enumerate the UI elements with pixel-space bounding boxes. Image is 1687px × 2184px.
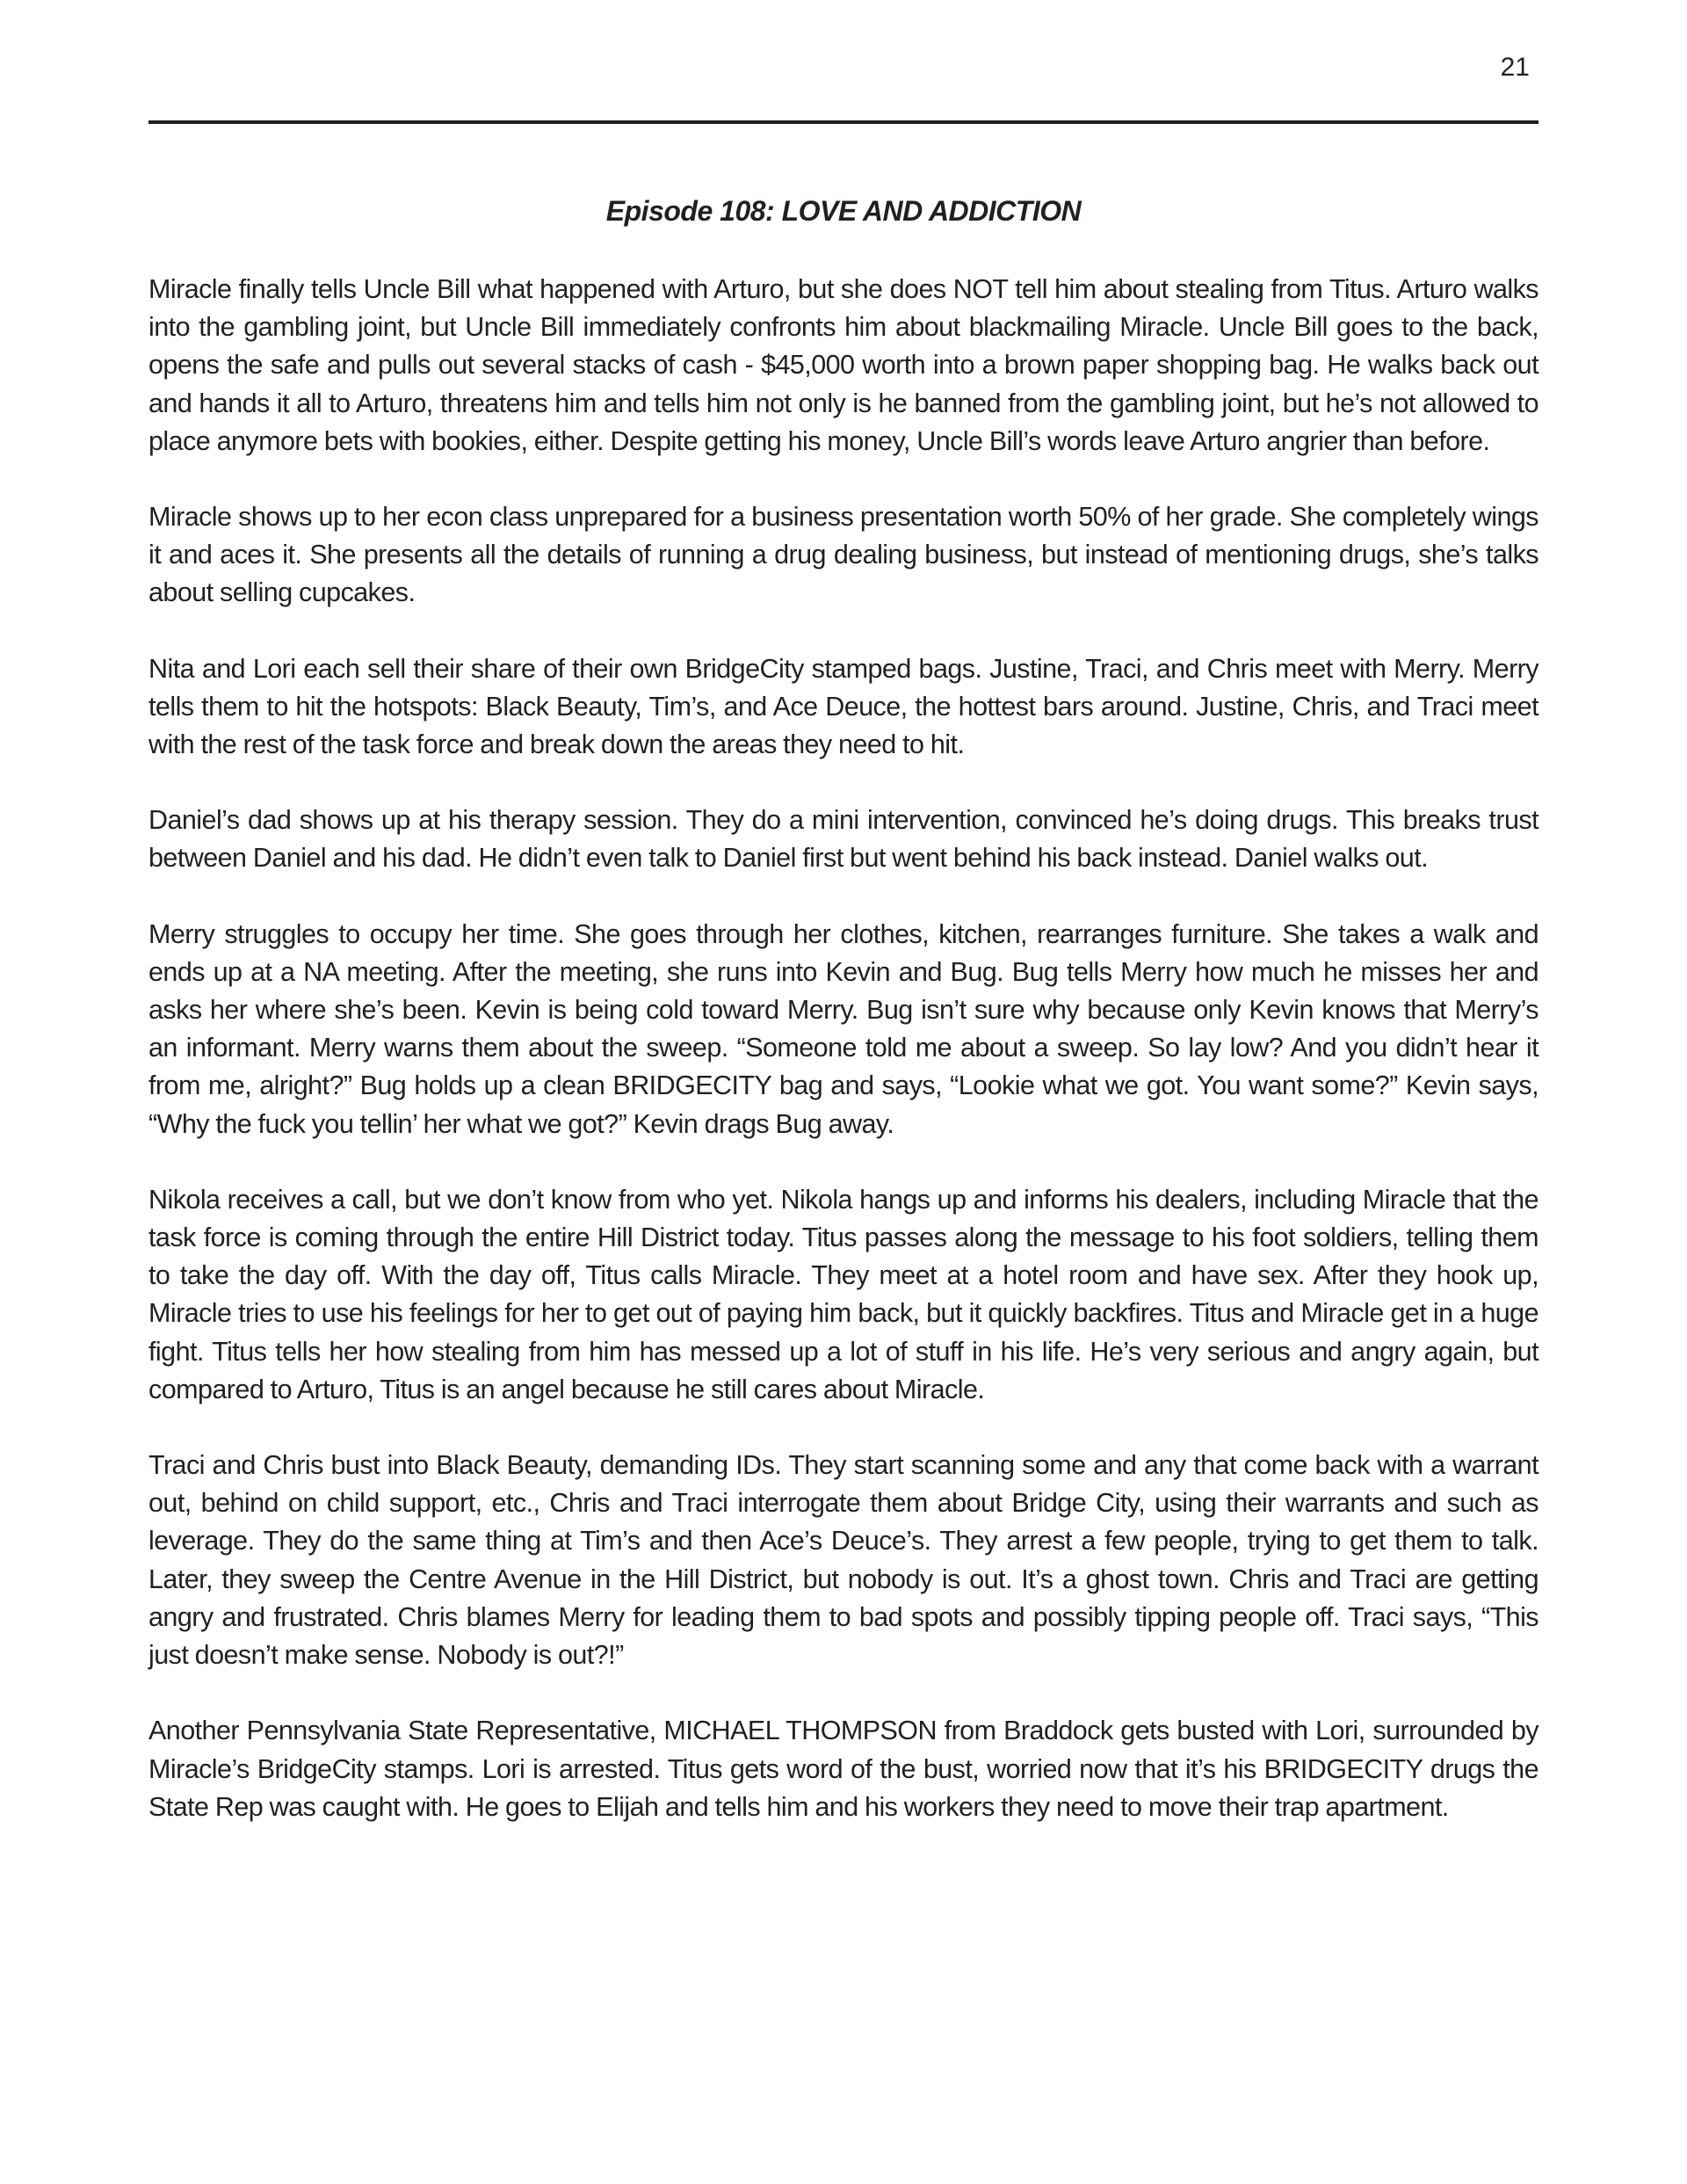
paragraph-econ-class: Miracle shows up to her econ class unprepared for a business presentation worth 50% of her grade. She completely wings it and aces it. She presents all the details of running a drug dealing business, but instead of mentioning drugs, she’s talks about selling cupcakes. <box>148 502 1539 608</box>
episode-title: Episode 108: LOVE AND ADDICTION <box>605 195 1082 227</box>
paragraph-uncle-bill-arturo: Miracle finally tells Uncle Bill what happened with Arturo, but she does NOT tell him about stealing from Titus. Arturo walks into the gambling joint, but Uncle Bill immediately confronts him about blackmailing Miracle. Uncle Bill goes to the back, opens the safe and pulls out several stacks of cash - $45,000 worth into a brown paper shopping bag. He walks back out and hands it all to Arturo, threatens him and tells him not only is he banned from the gambling joint, but he’s not allowed to place anymore bets with bookies, either. Despite getting his money, Uncle Bill’s words leave Arturo angrier than before. <box>148 274 1539 456</box>
paragraph-nikola-call: Nikola receives a call, but we don’t know from who yet. Nikola hangs up and informs his dealers, including Miracle that the task force is coming through the entire Hill District today. Titus passes along the message to his foot soldiers, telling them to take the day off. With the day off, Titus calls Miracle. They meet at a hotel room and have sex. After they hook up, Miracle tries to use his feelings for her to get out of paying him back, but it quickly backfires. Titus and Miracle get in a huge fight. Titus tells her how stealing from him has messed up a lot of stuff in his life. He’s very serious and angry again, but compared to Arturo, Titus is an angel because he still cares about Miracle. <box>148 1184 1539 1404</box>
paragraph-state-rep-bust: Another Pennsylvania State Representative, MICHAEL THOMPSON from Braddock gets busted with Lori, surrounded by Miracle’s BridgeCity stamps. Lori is arrested. Titus gets word of the bust, worried now that it’s his BRIDGECITY drugs the State Rep was caught with. He goes to Elijah and tells him and his workers they need to move their trap apartment. <box>148 1716 1539 1822</box>
page-number: 21 <box>1500 53 1530 82</box>
episode-synopsis <box>148 271 1539 1864</box>
paragraph-merry-na-meeting: Merry struggles to occupy her time. She goes through her clothes, kitchen, rearranges furniture. She takes a walk and ends up at a NA meeting. After the meeting, she runs into Kevin and Bug. Bug tells Merry how much he misses her and asks her where she’s been. Kevin is being cold toward Merry. Bug isn’t sure why because only Kevin knows that Merry’s an informant. Merry warns them about the sweep. “Someone told me about a sweep. So lay low? And you didn’t hear it from me, alright?” Bug holds up a clean BRIDGECITY bag and says, “Lookie what we got. You want some?” Kevin says, “Why the fuck you tellin’ her what we got?” Kevin drags Bug away. <box>148 918 1539 1139</box>
paragraph-black-beauty-raid: Traci and Chris bust into Black Beauty, demanding IDs. They start scanning some and any that come back with a warrant out, behind on child support, etc., Chris and Traci interrogate them about Bridge City, using their warrants and such as leverage. They do the same thing at Tim’s and then Ace’s Deuce’s. They arrest a few people, trying to get them to talk. Later, they sweep the Centre Avenue in the Hill District, but nobody is out. It’s a ghost town. Chris and Traci are getting angry and frustrated. Chris blames Merry for leading them to bad spots and possibly tipping people off. Traci says, “This just doesn’t make sense. Nobody is out?!” <box>148 1450 1539 1671</box>
paragraph-bridgecity-bags: Nita and Lori each sell their share of their own BridgeCity stamped bags. Justine, Traci, and Chris meet with Merry. Merry tells them to hit the hotspots: Black Beauty, Tim’s, and Ace Deuce, the hottest bars around. Justine, Chris, and Traci meet with the rest of the task force and break down the areas they need to hit. <box>148 653 1539 760</box>
header-rule <box>148 120 1539 124</box>
paragraph-daniel-therapy: Daniel’s dad shows up at his therapy session. They do a mini intervention, convinced he’s doing drugs. This breaks trust between Daniel and his dad. He didn’t even talk to Daniel first but went behind his back instead. Daniel walks out. <box>148 805 1539 874</box>
